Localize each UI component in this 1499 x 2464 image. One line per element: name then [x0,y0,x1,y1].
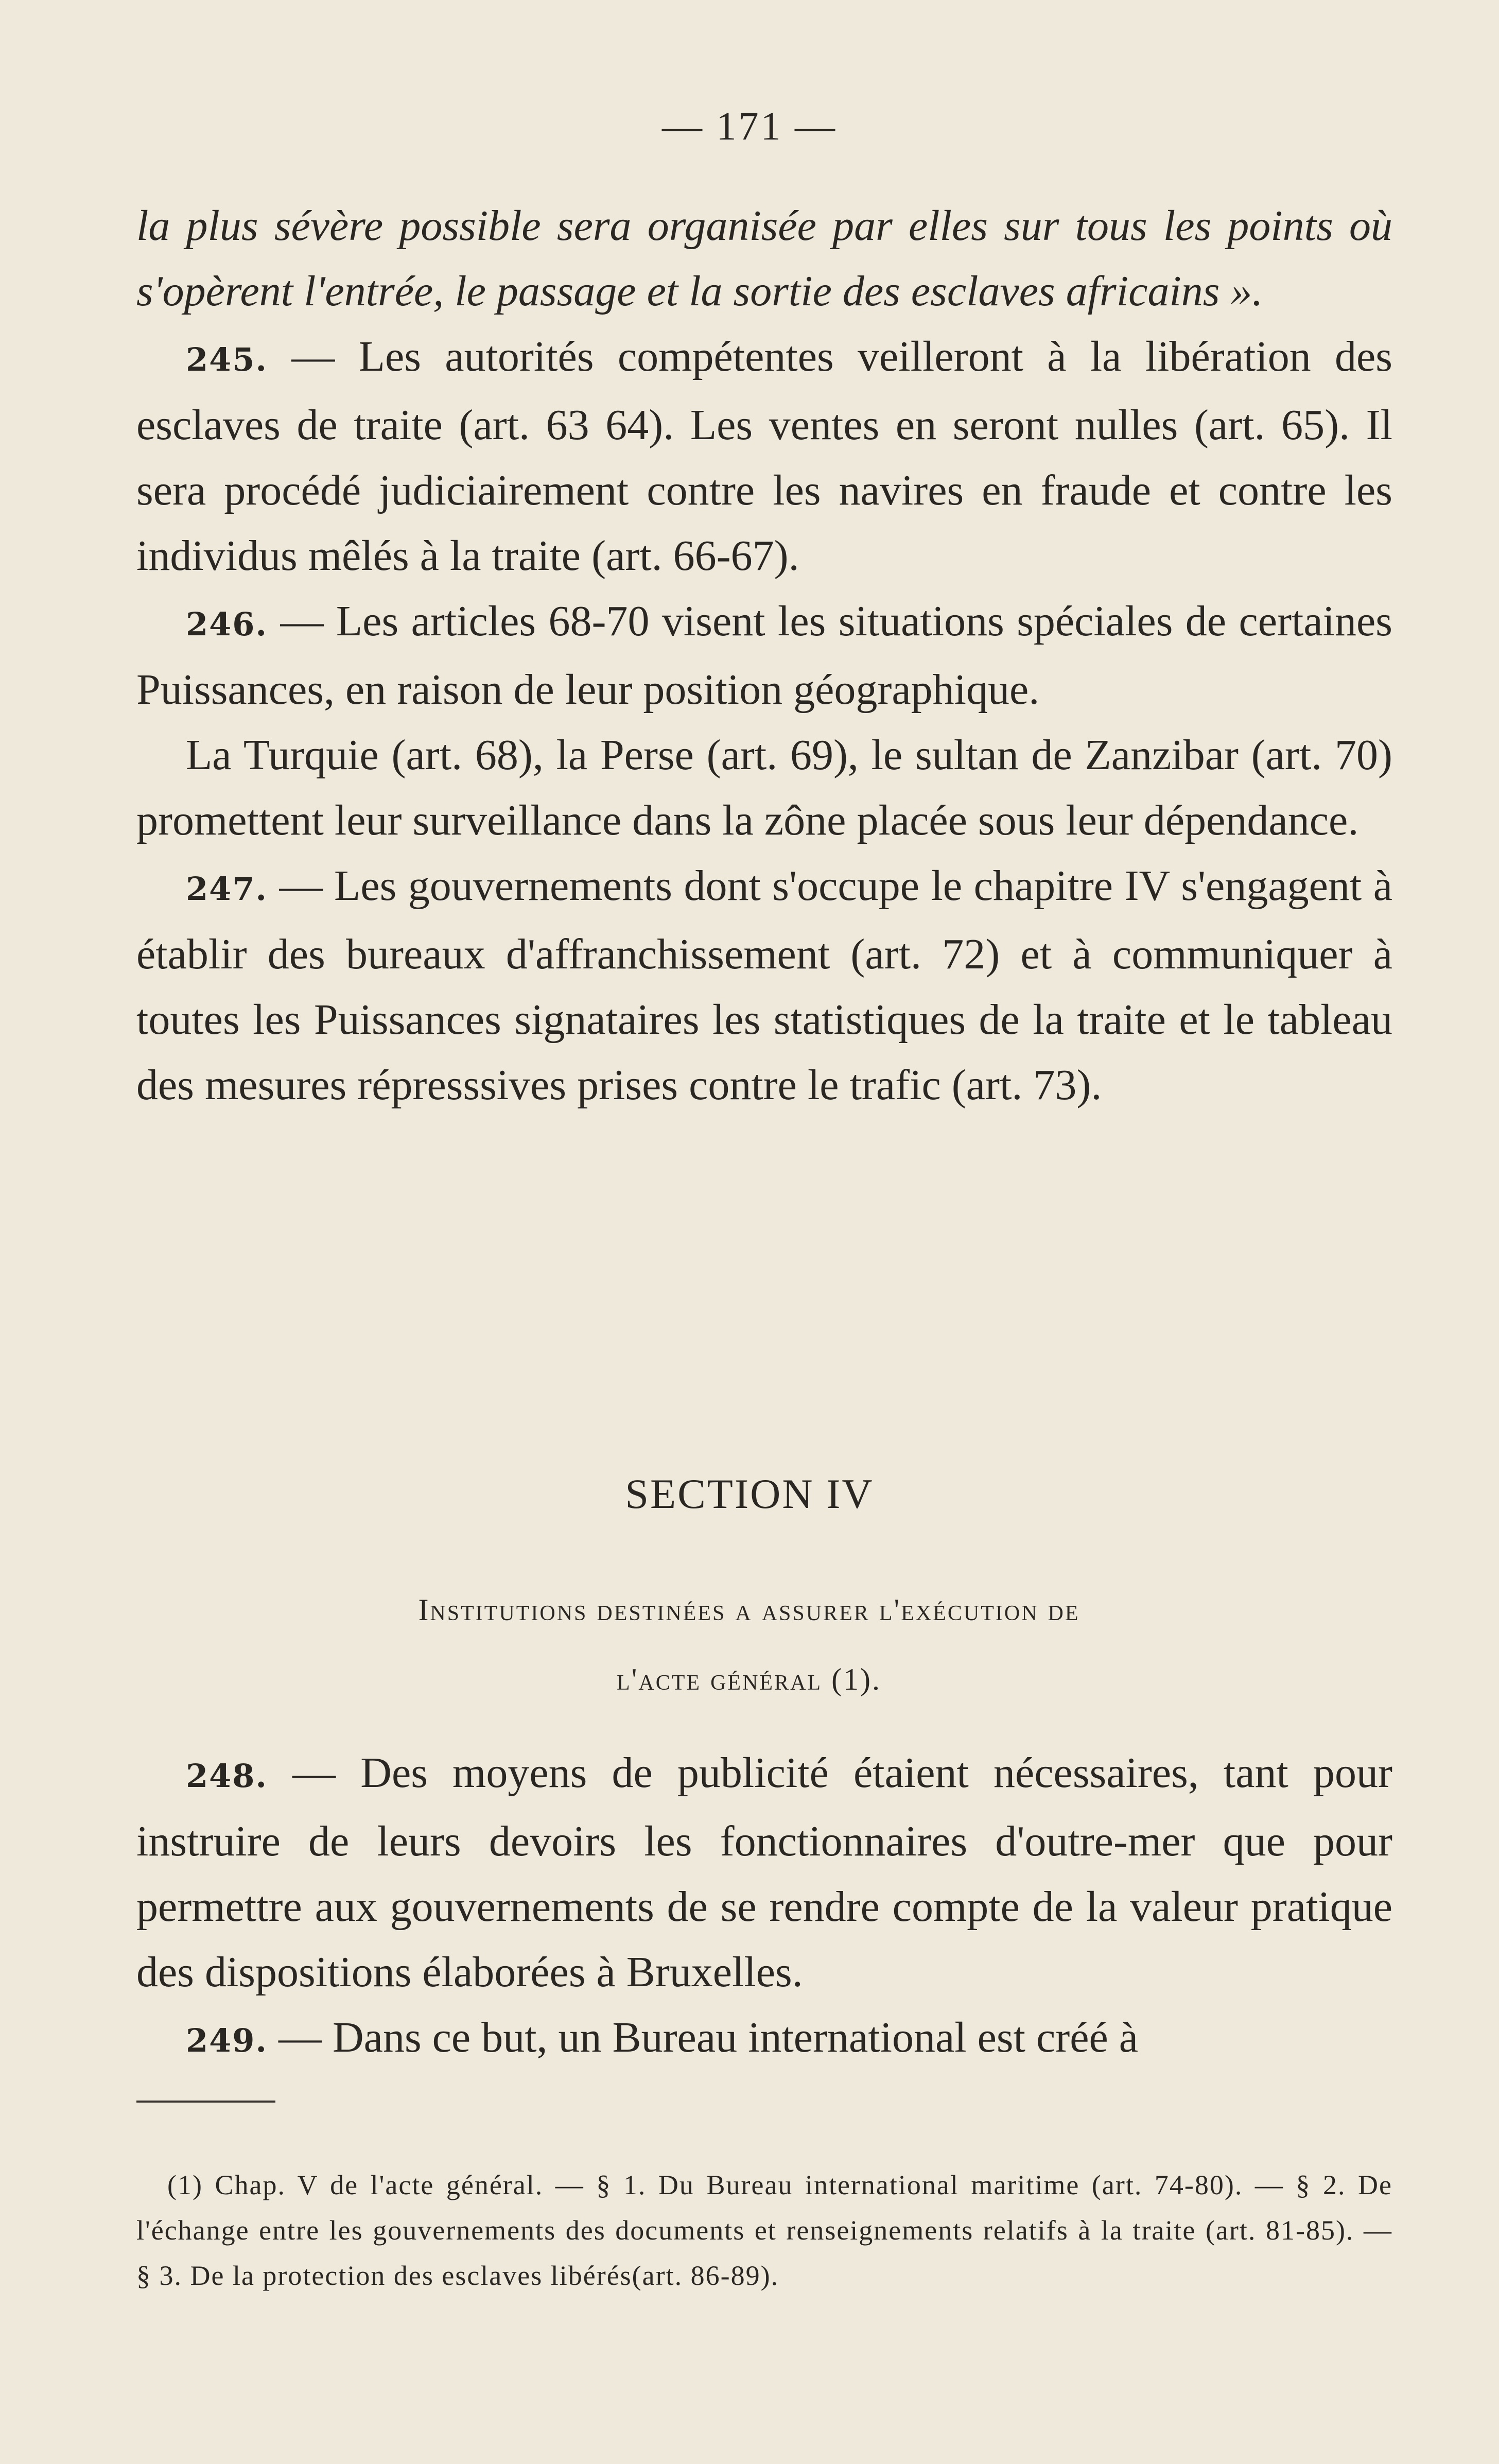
paragraph-text: — Les gouvernements dont s'occupe le chapitre IV s'engagent à établir des bureaux d'affranchissement (art. 72) et à communiquer à toutes les Puissances signataires les statistiques de la traite et le tableau des mesures répresssives prises contre le trafic (art. 73). [136,862,1392,1109]
paragraph-text: — Des moyens de publicité étaient nécessaires, tant pour instruire de leurs devoirs les fonctionnaires d'outre-mer que pour permettre aux gouvernements de se rendre compte de la valeur pratique des dispositions élaborées à Bruxelles. [136,1749,1392,1996]
page-number: — 171 — [662,103,837,148]
paragraph-249 [136,2005,1392,2073]
paragraph-text: — Dans ce but, un Bureau international est créé à [268,2014,1139,2061]
footnote-1: (1) Chap. V de l'acte général. — § 1. Du Bureau international maritime (art. 74-80). — § 2. De l'échange entre les gouvernements des documents et renseignements relatifs à la traite (art. 81-85). — § 3. De la protection des esclaves libérés(art. 86-89). [136,2170,1392,2291]
paragraph-number: 247. [186,870,268,908]
paragraph-number: 245. [186,341,268,378]
footnote-divider [136,2101,275,2103]
section-title: SECTION IV [625,1470,874,1517]
paragraph-number: 249. [186,2022,268,2059]
paragraph-245 [136,324,1392,588]
paragraph-number: 248. [186,1757,268,1795]
section-subtitle [278,1575,1220,1714]
section-subtitle-line-2: l'acte général (1). [616,1662,882,1696]
paragraph-247 [136,853,1392,1118]
body-text-bottom [136,1740,1392,2073]
paragraph-turquie [136,722,1392,853]
paragraph-text: — Les autorités compétentes veilleront à la libération des esclaves de traite (art. 63 64). Les ventes en seront nulles (art. 65). Il sera procédé judiciairement contre les navires en fraude et contre les individus mêlés à la traite (art. 66-67). [136,333,1392,580]
section-subtitle-line-1: Institutions destinées a assurer l'exécution de [418,1593,1080,1627]
footnotes [136,2162,1392,2298]
paragraph-text: — Les articles 68-70 visent les situations spéciales de certaines Puissances, en raison de leur position géographique. [136,597,1392,714]
paragraph-number: 246. [186,605,268,643]
paragraph-248 [136,1740,1392,2005]
paragraph-continuation [136,193,1392,324]
paragraph-text: la plus sévère possible sera organisée par elles sur tous les points où s'opèrent l'entrée, le passage et la sortie des esclaves africains ». [136,202,1392,315]
paragraph-text: La Turquie (art. 68), la Perse (art. 69), le sultan de Zanzibar (art. 70) promettent leur surveillance dans la zône placée sous leur dépendance. [136,731,1392,844]
paragraph-246 [136,588,1392,722]
body-text-top [136,193,1392,1118]
